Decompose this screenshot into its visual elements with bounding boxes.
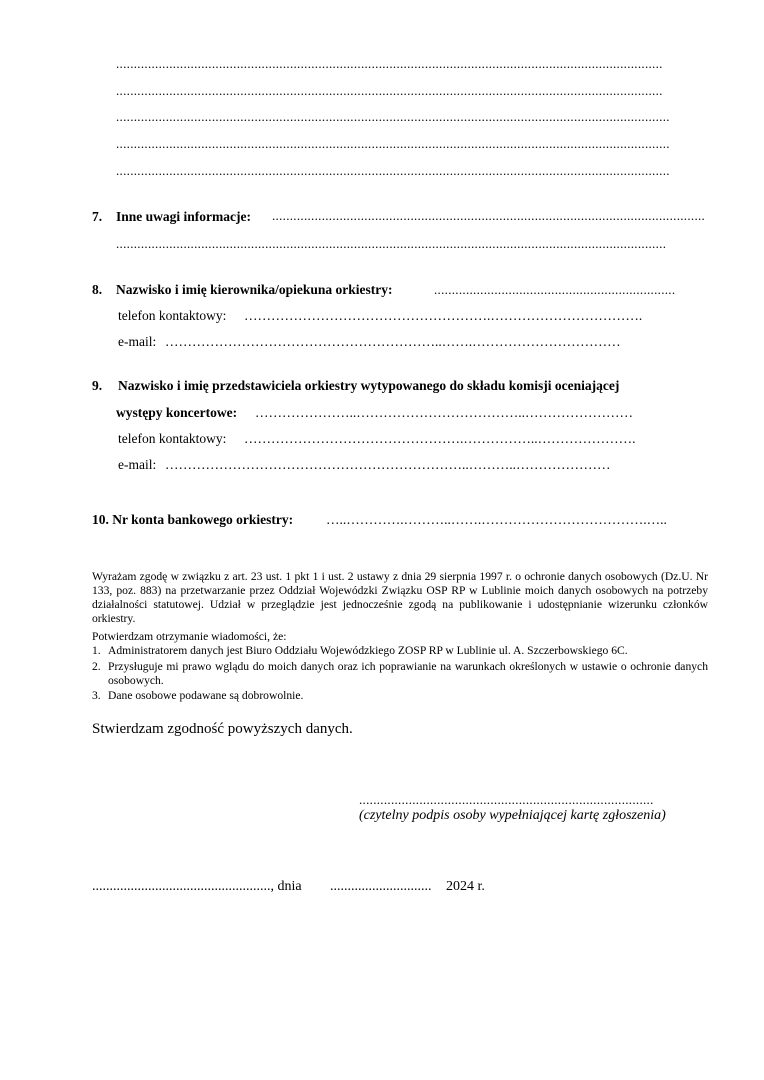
section-9-email-label: e-mail: [118,457,157,472]
consent-paragraph: Wyrażam zgodę w związku z art. 23 ust. 1 pkt 1 i ust. 2 ustawy z dnia 29 sierpnia 1997 r. o ochronie danych osobowych (Dz.U. Nr 133, poz. 883) na przetwarzanie przez Oddział Wojewódzki Związku OSP RP w Lublinie moich danych osobowych na potrzeby działalności statutowej. Udział w przeglądzie jest jednocześnie zgodą na publikowanie i udostępnianie wizerunku członków orkiestry. [92,570,708,625]
consent-item-3-number: 3. [92,689,101,702]
date-field[interactable]: ............................. [330,879,432,894]
section-9-email-field[interactable]: …………………………………………………………..………..………………… [165,457,611,472]
section-9-phone-label: telefon kontaktowy: [118,431,227,446]
dotted-line-5[interactable]: ............................................................................................................................................................ [116,164,670,178]
consent-item-2: Przysługuje mi prawo wglądu do moich danych oraz ich poprawianie na warunkach określonych w ustawie o ochronie danych osobowych. [108,660,708,687]
section-8-phone-field[interactable]: ……………………………………………….……………………………. [244,308,643,323]
section-8-number: 8. [92,282,103,297]
consent-item-3: Dane osobowe podawane są dobrowolnie. [108,689,304,702]
signature-field[interactable]: ................................................................................... [359,793,654,807]
section-10-label: 10. Nr konta bankowego orkiestry: [92,512,294,527]
section-10-account-field[interactable]: …..………….………..…….……………………………….….. [326,512,667,527]
section-9-phone-field[interactable]: ………………………………………….……………..…………………. [244,431,636,446]
section-9-label: Nazwisko i imię przedstawiciela orkiestry wytypowanego do składu komisji oceniającej [118,378,620,393]
signature-caption: (czytelny podpis osoby wypełniającej kartę zgłoszenia) [359,808,666,823]
consent-item-1-number: 1. [92,644,101,657]
section-7-number: 7. [92,209,103,224]
section-7-field-2[interactable]: ........................................................................................................................................................... [116,237,667,251]
dotted-line-2[interactable]: .......................................................................................................................................................... [116,84,663,98]
section-8-phone-label: telefon kontaktowy: [118,308,227,323]
dotted-line-4[interactable]: ............................................................................................................................................................ [116,137,670,151]
dotted-line-1[interactable]: .......................................................................................................................................................... [116,57,663,71]
place-field[interactable]: ..................................................., dnia [92,879,302,894]
section-9-field[interactable]: …………………..………………………………..…………………… [255,405,633,420]
dotted-line-3[interactable]: ............................................................................................................................................................ [116,110,670,124]
section-8-email-label: e-mail: [118,334,157,349]
section-8-email-field[interactable]: ……………………………………………………..…….…………………………… [165,334,621,349]
consent-item-2-number: 2. [92,660,101,673]
section-7-field-1[interactable]: .......................................................................................................................... [272,209,706,223]
consent-confirm: Potwierdzam otrzymanie wiadomości, że: [92,630,287,643]
section-8-label: Nazwisko i imię kierownika/opiekuna orkiestry: [116,282,393,297]
consent-item-1: Administratorem danych jest Biuro Oddziału Wojewódzkiego ZOSP RP w Lublinie ul. A. Szczerbowskiego 6C. [108,644,628,657]
statement: Stwierdzam zgodność powyższych danych. [92,721,353,737]
section-9-label-continued: występy koncertowe: [116,405,238,420]
year-text: 2024 r. [446,879,485,894]
section-8-name-field[interactable]: .................................................................... [434,283,676,297]
section-7-label: Inne uwagi informacje: [116,209,251,224]
section-9-number: 9. [92,378,103,393]
